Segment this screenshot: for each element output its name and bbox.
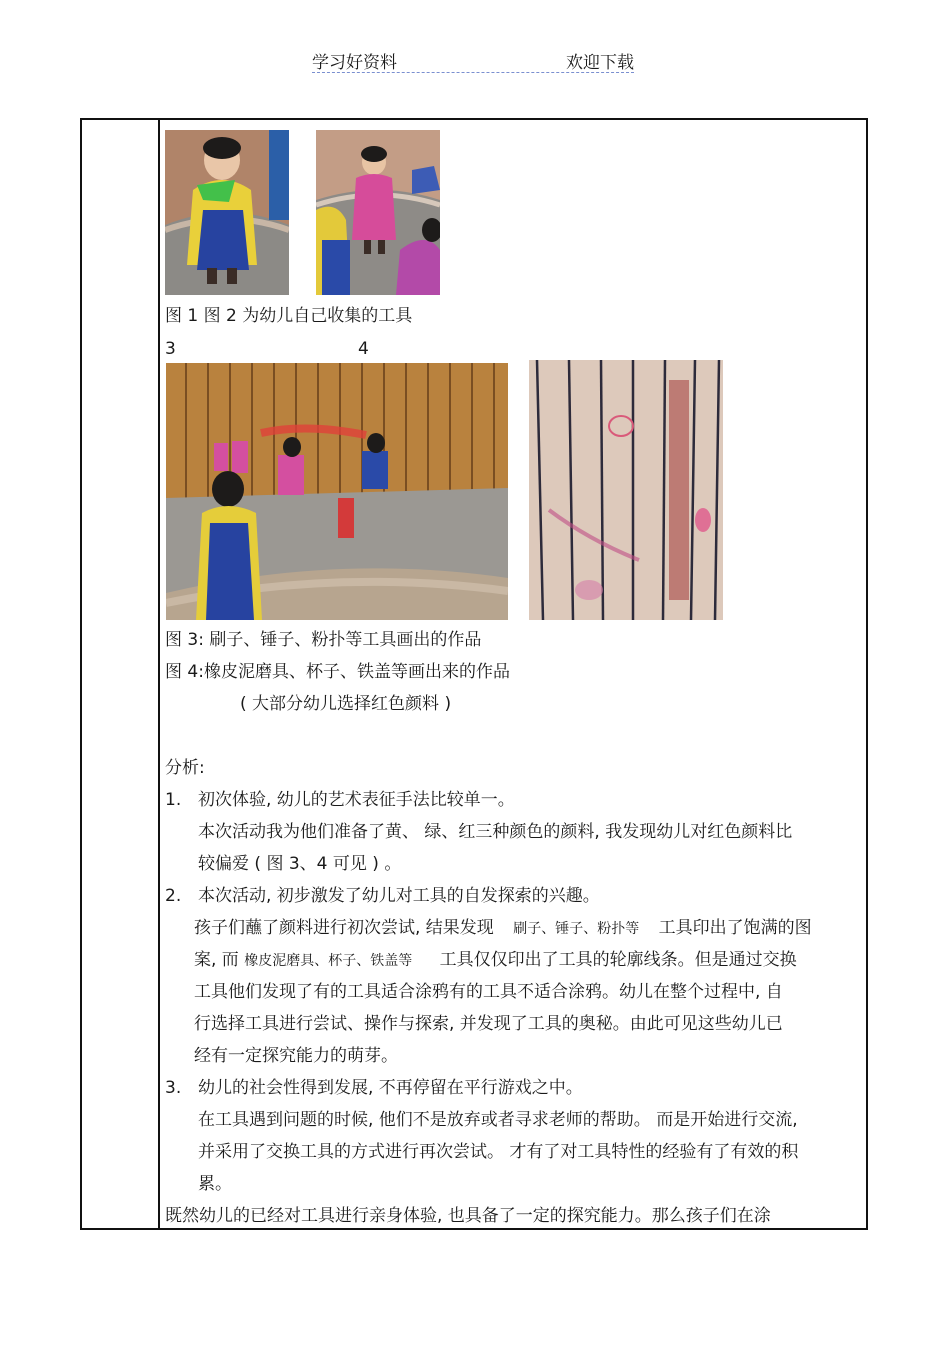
analysis-point-1-number: 1. — [165, 790, 182, 810]
caption-number-3: 3 — [165, 339, 176, 359]
analysis-point-3-line-2: 并采用了交换工具的方式进行再次尝试。 才有了对工具特性的经验有了有效的积 — [198, 1142, 799, 1162]
photo-3-children-painting-fence — [166, 363, 508, 620]
caption-figure-1-2: 图 1 图 2 为幼儿自己收集的工具 — [165, 306, 413, 326]
analysis-point-3-heading: 幼儿的社会性得到发展, 不再停留在平行游戏之中。 — [198, 1078, 583, 1098]
line-1-text-c: 工具印出了饱满的图 — [658, 918, 812, 938]
analysis-point-2-line-1 — [194, 917, 812, 940]
analysis-closing-line: 既然幼儿的已经对工具进行亲身体验, 也具备了一定的探究能力。那么孩子们在涂 — [165, 1206, 771, 1226]
photo-2-drawing — [316, 130, 440, 295]
photo-1-drawing — [165, 130, 289, 295]
analysis-point-1-line-1: 本次活动我为他们准备了黄、 绿、红三种颜色的颜料, 我发现幼儿对红色颜料比 — [198, 822, 793, 842]
analysis-point-2-line-5: 经有一定探究能力的萌芽。 — [194, 1046, 398, 1066]
analysis-title: 分析: — [165, 758, 205, 778]
analysis-point-3-line-1: 在工具遇到问题的时候, 他们不是放弃或者寻求老师的帮助。 而是开始进行交流, — [198, 1110, 798, 1130]
analysis-point-3-number: 3. — [165, 1078, 182, 1098]
caption-figure-4: 图 4:橡皮泥磨具、杯子、铁盖等画出来的作品 — [165, 662, 510, 682]
analysis-point-2-line-3: 工具他们发现了有的工具适合涂鸦有的工具不适合涂鸦。幼儿在整个过程中, 自 — [194, 982, 783, 1002]
analysis-point-1-heading: 初次体验, 幼儿的艺术表征手法比较单一。 — [198, 790, 515, 810]
line-2-text-a: 案, 而 — [194, 950, 239, 970]
caption-note: ( 大部分幼儿选择红色颜料 ) — [240, 694, 452, 714]
analysis-point-3-line-3: 累。 — [198, 1174, 232, 1194]
header-right-text: 欢迎下载 — [566, 53, 634, 73]
header-left-text: 学习好资料 — [312, 53, 397, 73]
analysis-point-2-number: 2. — [165, 886, 182, 906]
line-1-tools-small: 刷子、锤子、粉扑等 — [513, 921, 640, 937]
photo-4-drawing — [529, 360, 723, 620]
line-2-tools-small: 橡皮泥磨具、杯子、铁盖等 — [244, 953, 413, 969]
analysis-point-1-line-2: 较偏爱 ( 图 3、4 可见 ) 。 — [198, 854, 402, 874]
analysis-point-2-line-2 — [194, 949, 797, 972]
photo-2-child-pink-smock — [316, 130, 440, 295]
line-1-text-a: 孩子们蘸了颜料进行初次尝试, 结果发现 — [194, 918, 494, 938]
caption-number-4: 4 — [358, 339, 369, 359]
analysis-point-2-heading: 本次活动, 初步激发了幼儿对工具的自发探索的兴趣。 — [198, 886, 600, 906]
analysis-point-2-line-4: 行选择工具进行尝试、操作与探索, 并发现了工具的奥秘。由此可见这些幼儿已 — [194, 1014, 783, 1034]
line-2-text-c: 工具仅仅印出了工具的轮廓线条。但是通过交换 — [439, 950, 797, 970]
photo-1-child-holding-tool — [165, 130, 289, 295]
photo-4-painted-fence-closeup — [529, 360, 723, 620]
photo-3-drawing — [166, 363, 508, 620]
caption-figure-3: 图 3: 刷子、锤子、粉扑等工具画出的作品 — [165, 630, 482, 650]
